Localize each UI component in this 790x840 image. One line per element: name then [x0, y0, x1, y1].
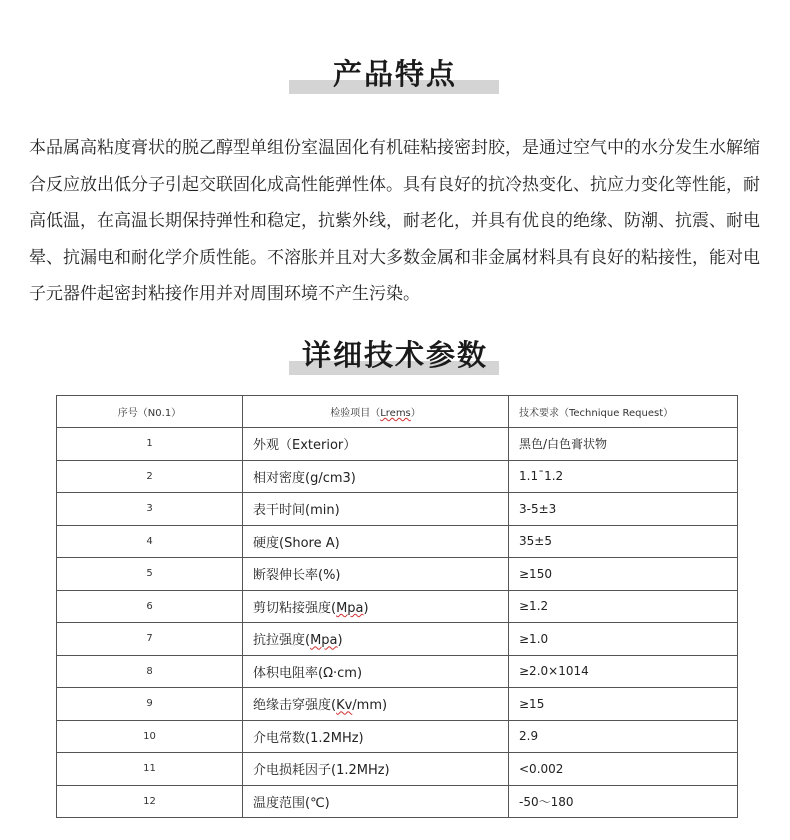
- row-no: 9: [57, 688, 243, 721]
- specs-title: 详细技术参数: [301, 338, 488, 372]
- row-no: 7: [57, 623, 243, 656]
- row-item-word: Kv: [336, 698, 353, 714]
- row-item: [243, 590, 509, 623]
- table-row: [57, 525, 738, 558]
- row-no: 10: [57, 720, 243, 753]
- row-no: 1: [57, 428, 243, 461]
- row-req: ≥1.2: [509, 590, 738, 623]
- row-req: 3-5±3: [509, 493, 738, 526]
- row-item: 相对密度(g/cm3): [243, 460, 509, 493]
- row-req: 黑色/白色膏状物: [509, 428, 738, 461]
- header-item-suffix: ）: [410, 408, 421, 419]
- row-no: 2: [57, 460, 243, 493]
- row-req: ≥150: [509, 558, 738, 591]
- row-req: 1.1¯1.2: [509, 460, 738, 493]
- row-no: 3: [57, 493, 243, 526]
- table-row: [57, 623, 738, 656]
- row-item: 温度范围(℃): [243, 785, 509, 818]
- row-item: 外观（Exterior）: [243, 428, 509, 461]
- row-item-suffix: ): [363, 600, 369, 616]
- header-item-prefix: 检验项目（: [330, 408, 381, 419]
- header-no: 序号（N0.1）: [57, 396, 243, 428]
- row-no: 8: [57, 655, 243, 688]
- row-item: [243, 688, 509, 721]
- row-item: [243, 623, 509, 656]
- row-item-prefix: 抗拉强度(: [253, 633, 311, 649]
- row-no: 5: [57, 558, 243, 591]
- row-item-prefix: 绝缘击穿强度(: [253, 698, 337, 714]
- spec-table: [56, 395, 738, 818]
- row-req: 35±5: [509, 525, 738, 558]
- row-no: 11: [57, 753, 243, 786]
- row-item-prefix: 剪切粘接强度(: [253, 600, 337, 616]
- table-row: [57, 720, 738, 753]
- row-req: <0.002: [509, 753, 738, 786]
- row-no: 6: [57, 590, 243, 623]
- table-header-row: [57, 396, 738, 428]
- table-row: [57, 655, 738, 688]
- row-item-suffix: /mm): [352, 698, 388, 714]
- row-req: ≥2.0×1014: [509, 655, 738, 688]
- table-row: [57, 688, 738, 721]
- row-item: 断裂伸长率(%): [243, 558, 509, 591]
- header-item-word: Lrems: [380, 408, 411, 419]
- table-row: [57, 428, 738, 461]
- header-req: 技术要求（Technique Request）: [509, 396, 738, 428]
- section-title-features: [0, 52, 790, 93]
- features-title: 产品特点: [332, 57, 457, 91]
- row-no: 12: [57, 785, 243, 818]
- row-item-word: Mpa: [310, 633, 338, 649]
- row-item: 硬度(Shore A): [243, 525, 509, 558]
- table-row: [57, 558, 738, 591]
- row-req: -50～180: [509, 785, 738, 818]
- header-item: [243, 396, 509, 428]
- row-item: 介电常数(1.2MHz): [243, 720, 509, 753]
- table-row: [57, 785, 738, 818]
- row-no: 4: [57, 525, 243, 558]
- table-row: [57, 493, 738, 526]
- row-req: 2.9: [509, 720, 738, 753]
- section-title-specs: [0, 333, 790, 374]
- table-row: [57, 590, 738, 623]
- row-item: 表干时间(min): [243, 493, 509, 526]
- row-req: ≥1.0: [509, 623, 738, 656]
- row-item-word: Mpa: [336, 600, 364, 616]
- row-req: ≥15: [509, 688, 738, 721]
- product-description: 本品属高粘度膏状的脱乙醇型单组份室温固化有机硅粘接密封胶，是通过空气中的水分发生水解缩合反应放出低分子引起交联固化成高性能弹性体。具有良好的抗冷热变化、抗应力变化等性能，耐高低温，在高温长期保持弹性和稳定，抗紫外线，耐老化，并具有优良的绝缘、防潮、抗震、耐电晕、抗漏电和耐化学介质性能。不溶胀并且对大多数金属和非金属材料具有良好的粘接性，能对电子元器件起密封粘接作用并对周围环境不产生污染。: [29, 138, 760, 304]
- table-row: [57, 753, 738, 786]
- row-item-suffix: ): [337, 633, 343, 649]
- row-item: 体积电阻率(Ω·cm): [243, 655, 509, 688]
- row-item: 介电损耗因子(1.2MHz): [243, 753, 509, 786]
- table-row: [57, 460, 738, 493]
